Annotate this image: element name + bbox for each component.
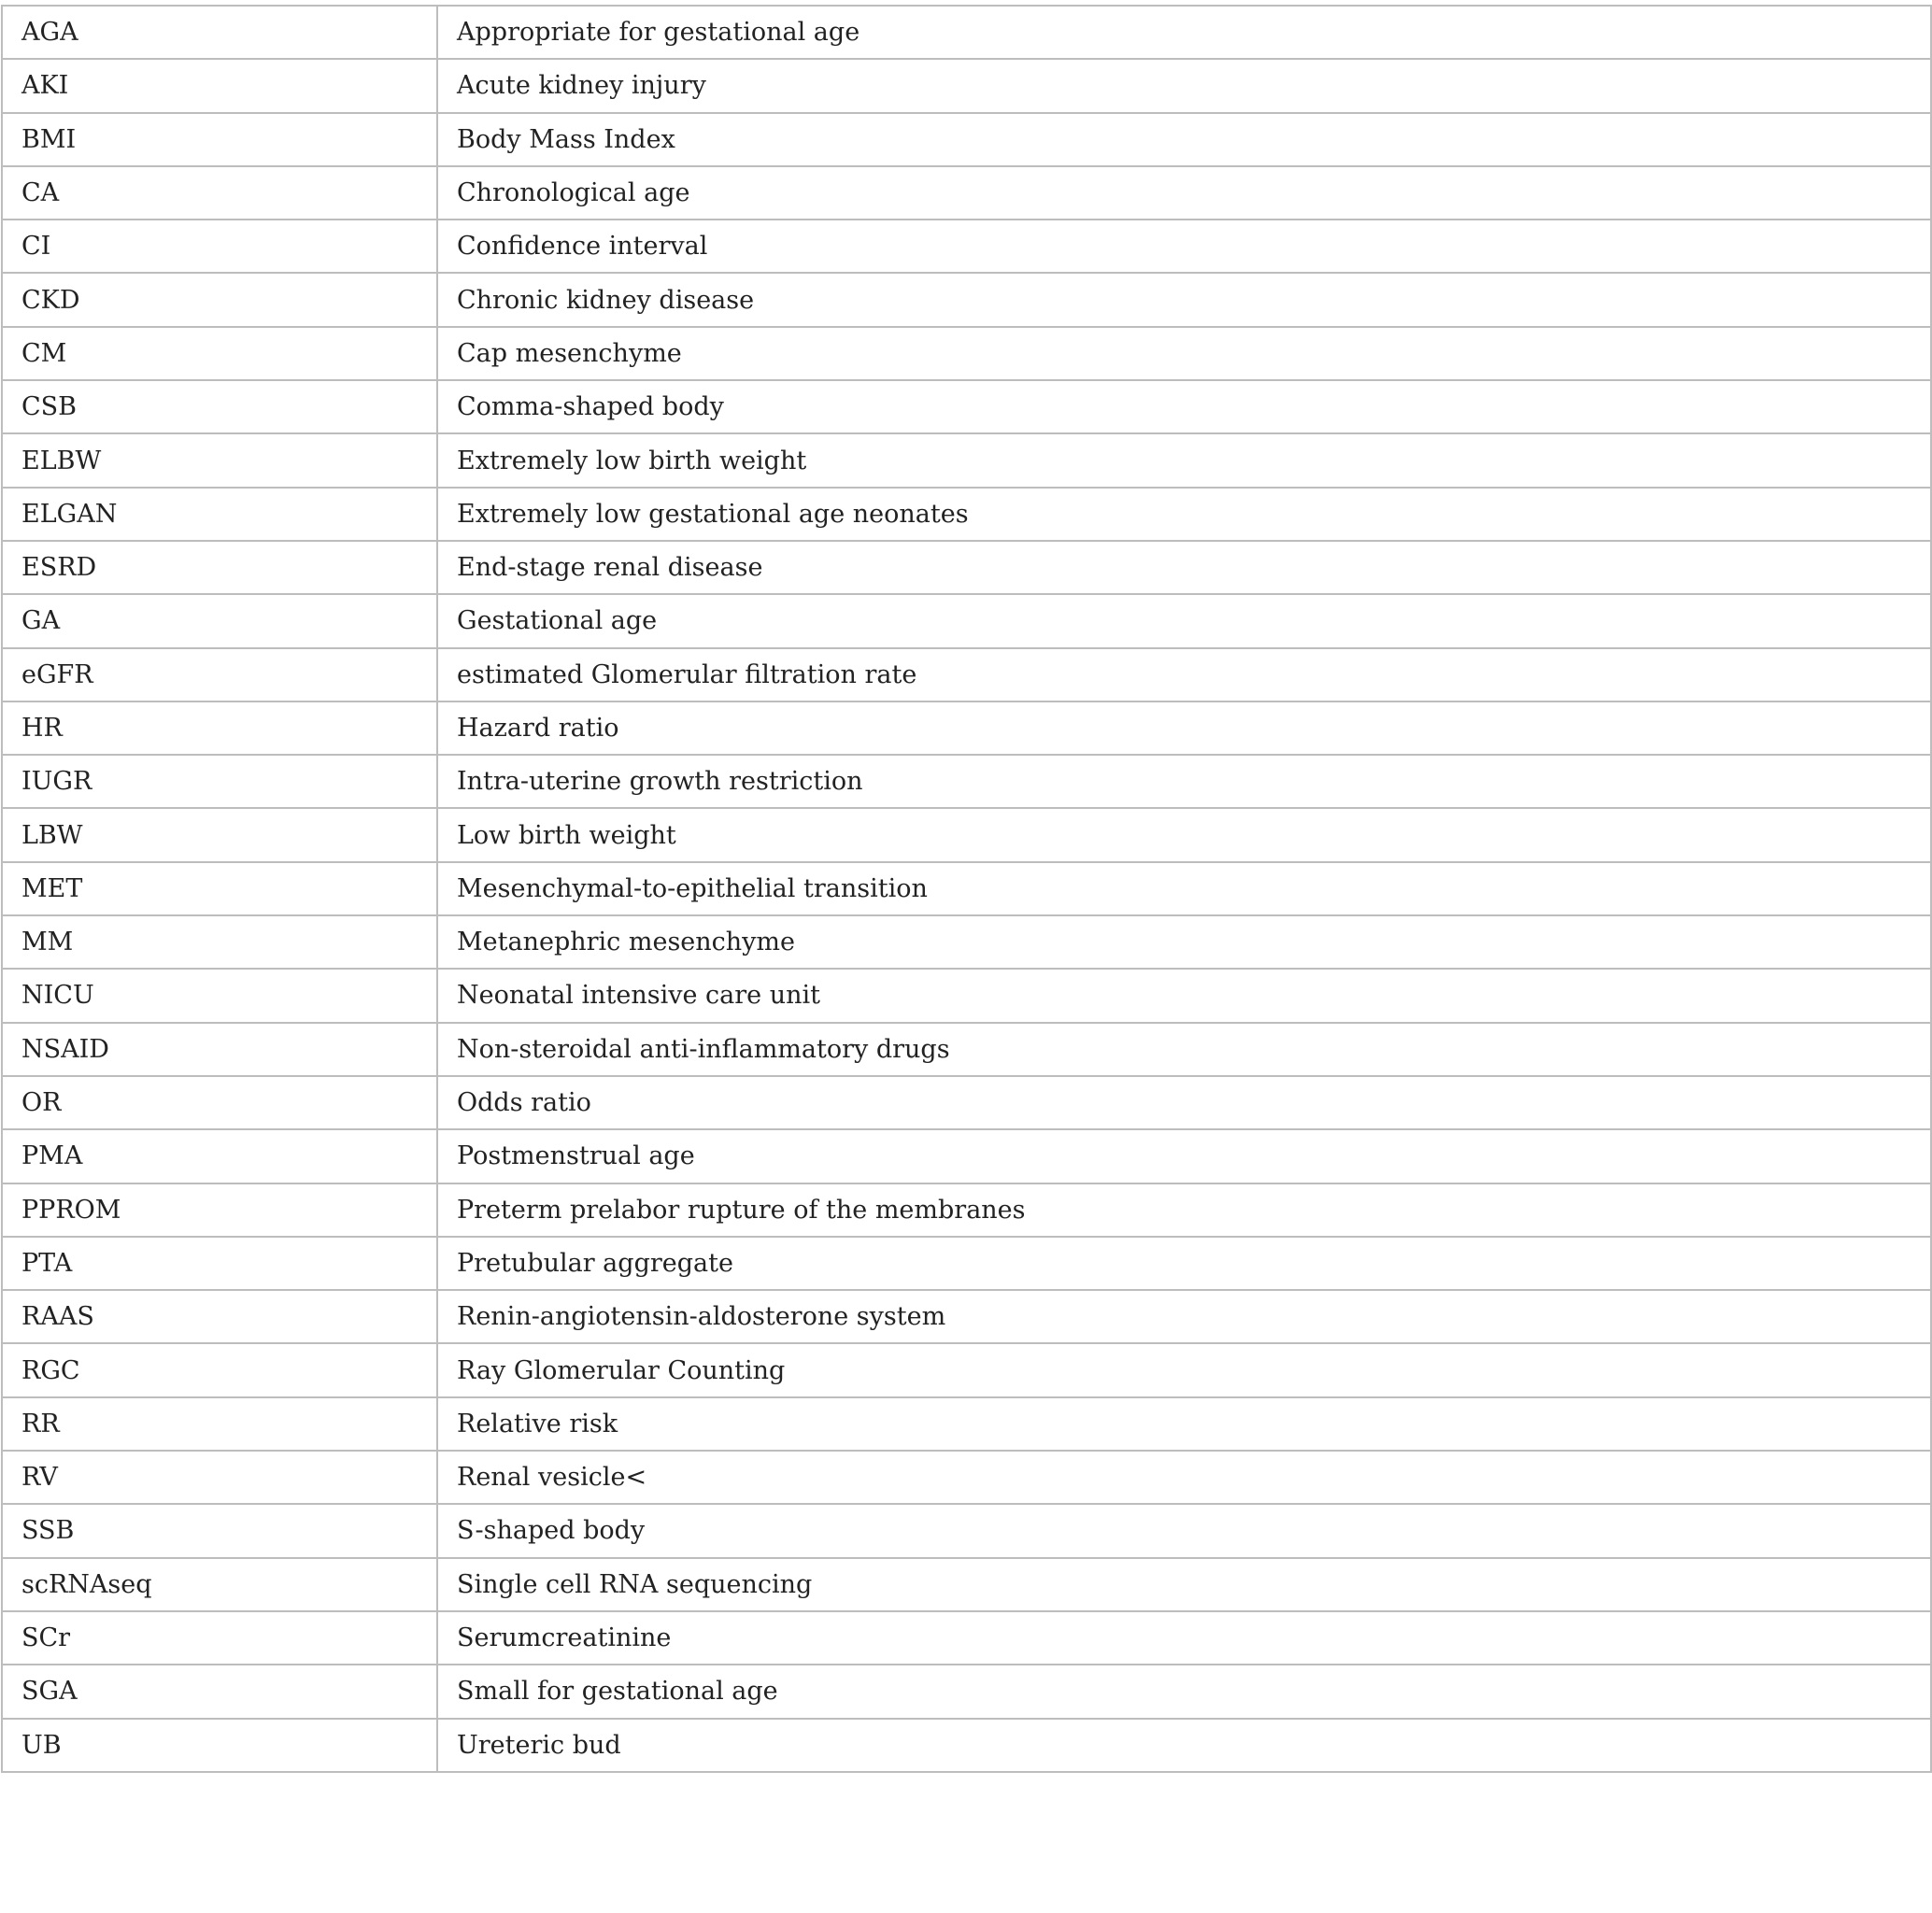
abbreviation-term: GA: [2, 594, 437, 647]
abbreviation-term: OR: [2, 1076, 437, 1129]
abbreviation-definition: Acute kidney injury: [437, 59, 1931, 112]
abbreviations-table: [1, 5, 1932, 1773]
abbreviation-term: SSB: [2, 1504, 437, 1557]
table-row: [2, 6, 1931, 59]
table-row: [2, 433, 1931, 487]
abbreviation-term: CA: [2, 166, 437, 220]
abbreviation-definition: Small for gestational age: [437, 1665, 1931, 1718]
abbreviation-term: AGA: [2, 6, 437, 59]
abbreviation-definition: Gestational age: [437, 594, 1931, 647]
abbreviation-term: CI: [2, 220, 437, 273]
table-row: [2, 915, 1931, 969]
abbreviation-term: HR: [2, 701, 437, 755]
abbreviation-definition: Chronological age: [437, 166, 1931, 220]
abbreviation-term: CM: [2, 327, 437, 380]
abbreviations-table-body: [2, 6, 1931, 1772]
abbreviation-term: CKD: [2, 273, 437, 326]
table-row: [2, 380, 1931, 433]
abbreviation-term: SGA: [2, 1665, 437, 1718]
abbreviation-definition: Low birth weight: [437, 808, 1931, 861]
abbreviation-term: RV: [2, 1451, 437, 1504]
abbreviation-definition: End-stage renal disease: [437, 541, 1931, 594]
abbreviation-definition: Body Mass Index: [437, 113, 1931, 166]
abbreviation-definition: Preterm prelabor rupture of the membranes: [437, 1183, 1931, 1237]
table-row: [2, 1558, 1931, 1611]
abbreviation-definition: Intra-uterine growth restriction: [437, 755, 1931, 808]
abbreviation-term: NICU: [2, 969, 437, 1022]
abbreviation-definition: Extremely low gestational age neonates: [437, 488, 1931, 541]
table-row: [2, 594, 1931, 647]
table-row: [2, 1343, 1931, 1396]
abbreviation-definition: Mesenchymal-to-epithelial transition: [437, 862, 1931, 915]
table-row: [2, 862, 1931, 915]
abbreviation-definition: Ureteric bud: [437, 1719, 1931, 1772]
abbreviation-term: CSB: [2, 380, 437, 433]
table-row: [2, 1023, 1931, 1076]
abbreviation-term: RR: [2, 1397, 437, 1451]
table-row: [2, 969, 1931, 1022]
abbreviation-term: RAAS: [2, 1290, 437, 1343]
abbreviation-term: eGFR: [2, 648, 437, 701]
abbreviation-definition: Renin-angiotensin-aldosterone system: [437, 1290, 1931, 1343]
abbreviation-definition: Non-steroidal anti-inflammatory drugs: [437, 1023, 1931, 1076]
abbreviation-term: scRNAseq: [2, 1558, 437, 1611]
table-row: [2, 701, 1931, 755]
table-row: [2, 488, 1931, 541]
table-row: [2, 1397, 1931, 1451]
abbreviation-definition: Renal vesicle<: [437, 1451, 1931, 1504]
abbreviation-term: SCr: [2, 1611, 437, 1665]
abbreviation-term: MET: [2, 862, 437, 915]
abbreviation-term: UB: [2, 1719, 437, 1772]
abbreviation-term: ELBW: [2, 433, 437, 487]
abbreviation-term: PMA: [2, 1129, 437, 1183]
abbreviation-definition: Cap mesenchyme: [437, 327, 1931, 380]
table-row: [2, 113, 1931, 166]
abbreviation-definition: Hazard ratio: [437, 701, 1931, 755]
abbreviation-definition: Serumcreatinine: [437, 1611, 1931, 1665]
table-row: [2, 273, 1931, 326]
table-row: [2, 327, 1931, 380]
abbreviation-definition: estimated Glomerular filtration rate: [437, 648, 1931, 701]
abbreviation-term: ESRD: [2, 541, 437, 594]
abbreviation-term: MM: [2, 915, 437, 969]
table-row: [2, 648, 1931, 701]
table-row: [2, 166, 1931, 220]
abbreviation-definition: Ray Glomerular Counting: [437, 1343, 1931, 1396]
abbreviation-term: PTA: [2, 1237, 437, 1290]
abbreviation-definition: Single cell RNA sequencing: [437, 1558, 1931, 1611]
abbreviation-definition: Comma-shaped body: [437, 380, 1931, 433]
abbreviation-definition: Chronic kidney disease: [437, 273, 1931, 326]
table-row: [2, 220, 1931, 273]
abbreviation-term: BMI: [2, 113, 437, 166]
abbreviation-definition: Pretubular aggregate: [437, 1237, 1931, 1290]
table-row: [2, 1183, 1931, 1237]
abbreviation-term: ELGAN: [2, 488, 437, 541]
table-row: [2, 1611, 1931, 1665]
abbreviation-definition: Extremely low birth weight: [437, 433, 1931, 487]
table-row: [2, 1665, 1931, 1718]
abbreviation-definition: Appropriate for gestational age: [437, 6, 1931, 59]
table-row: [2, 1290, 1931, 1343]
table-row: [2, 1504, 1931, 1557]
table-row: [2, 1719, 1931, 1772]
abbreviation-definition: S-shaped body: [437, 1504, 1931, 1557]
abbreviation-definition: Postmenstrual age: [437, 1129, 1931, 1183]
abbreviation-term: PPROM: [2, 1183, 437, 1237]
table-row: [2, 59, 1931, 112]
abbreviation-term: LBW: [2, 808, 437, 861]
abbreviation-definition: Neonatal intensive care unit: [437, 969, 1931, 1022]
abbreviation-term: IUGR: [2, 755, 437, 808]
abbreviation-term: AKI: [2, 59, 437, 112]
table-row: [2, 1237, 1931, 1290]
table-row: [2, 1129, 1931, 1183]
abbreviation-definition: Confidence interval: [437, 220, 1931, 273]
abbreviation-definition: Relative risk: [437, 1397, 1931, 1451]
table-row: [2, 1076, 1931, 1129]
table-row: [2, 541, 1931, 594]
abbreviation-term: NSAID: [2, 1023, 437, 1076]
table-row: [2, 755, 1931, 808]
abbreviation-definition: Odds ratio: [437, 1076, 1931, 1129]
table-row: [2, 1451, 1931, 1504]
abbreviation-definition: Metanephric mesenchyme: [437, 915, 1931, 969]
table-row: [2, 808, 1931, 861]
abbreviation-term: RGC: [2, 1343, 437, 1396]
